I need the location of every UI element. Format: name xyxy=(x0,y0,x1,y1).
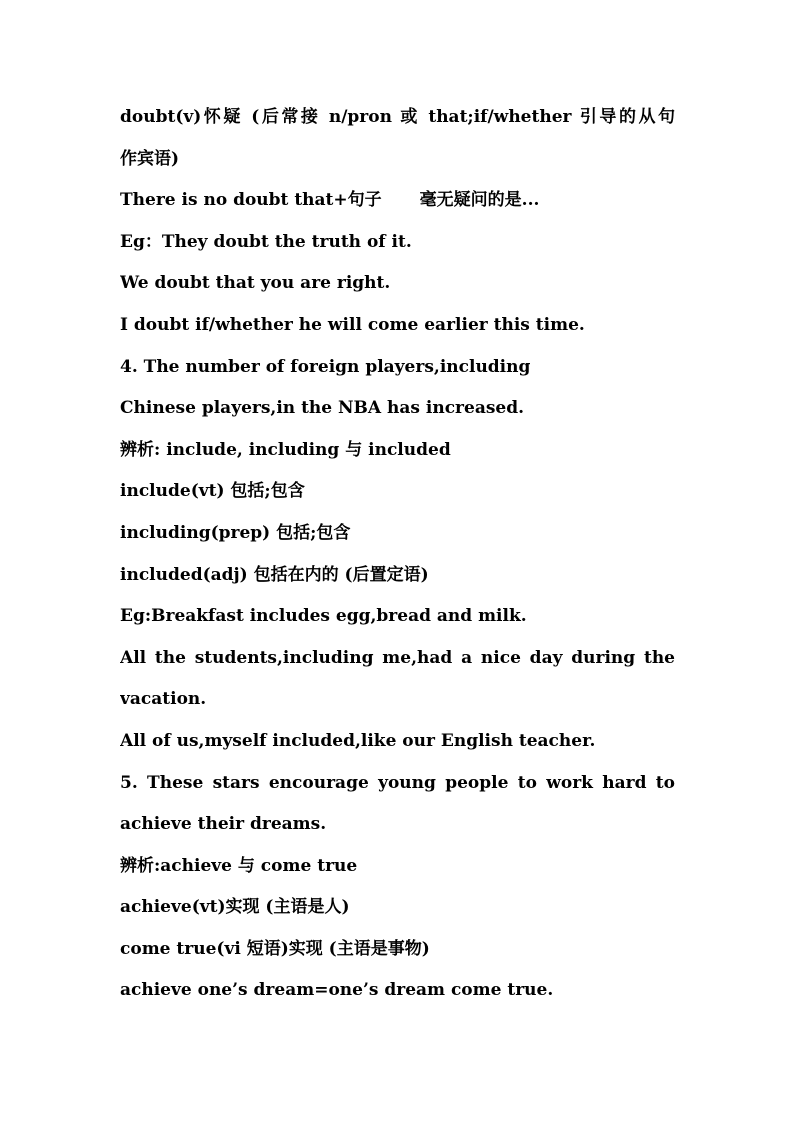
document-body xyxy=(120,97,675,1012)
doubt-definition-continued: 作宾语) xyxy=(120,148,180,169)
sentence-5-line-1: 5. These stars encourage young people to work hard to xyxy=(120,772,675,793)
included-example: All of us,myself included,like our English teacher. xyxy=(120,730,596,751)
achieve-analysis-heading: 辨析:achieve 与 come true xyxy=(120,855,358,876)
include-definition: include(vt) 包括;包含 xyxy=(120,481,305,502)
achieve-definition: achieve(vt)实现 (主语是人) xyxy=(120,897,350,918)
come-true-definition: come true(vi 短语)实现 (主语是事物) xyxy=(120,938,430,959)
no-doubt-phrase: There is no doubt that+句子 xyxy=(120,190,382,211)
including-definition: including(prep) 包括;包含 xyxy=(120,522,351,543)
doubt-example-2: We doubt that you are right. xyxy=(120,273,391,294)
include-example-1: Eg:Breakfast includes egg,bread and milk. xyxy=(120,606,527,627)
sentence-4-line-2: Chinese players,in the NBA has increased. xyxy=(120,398,525,419)
doubt-example-3: I doubt if/whether he will come earlier this time. xyxy=(120,314,585,335)
no-doubt-meaning: 毫无疑问的是... xyxy=(419,190,540,211)
sentence-5-line-2: achieve their dreams. xyxy=(120,814,327,835)
included-definition: included(adj) 包括在内的 (后置定语) xyxy=(120,564,429,585)
sentence-4-line-1: 4. The number of foreign players,including xyxy=(120,356,531,377)
no-doubt-phrase-line xyxy=(120,180,675,222)
achieve-equivalence: achieve one’s dream=one’s dream come true. xyxy=(120,980,554,1001)
include-analysis-heading: 辨析: include, including 与 included xyxy=(120,439,451,460)
doubt-example-1: Eg：They doubt the truth of it. xyxy=(120,231,412,252)
including-example-line-1: All the students,including me,had a nice day during the xyxy=(120,647,675,668)
including-example-line-2: vacation. xyxy=(120,689,207,710)
doubt-definition-line: doubt(v)怀疑 (后常接 n/pron 或 that;if/whether 引导的从句 xyxy=(120,107,675,127)
